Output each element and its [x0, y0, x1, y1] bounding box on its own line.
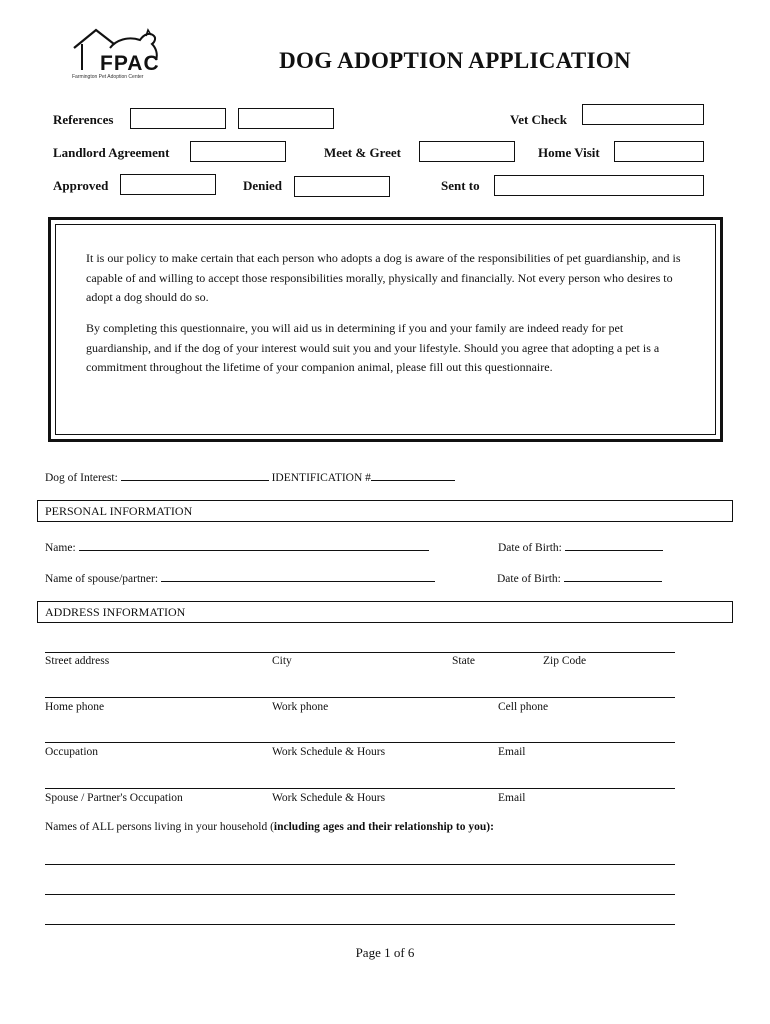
meet-greet-label: Meet & Greet — [324, 145, 401, 160]
work-schedule-label: Work Schedule & Hours — [272, 746, 386, 758]
household-prompt — [45, 821, 494, 833]
dob-row — [498, 540, 663, 554]
address-information-title: ADDRESS INFORMATION — [45, 605, 186, 619]
home-visit-label: Home Visit — [538, 145, 600, 160]
household-line-3[interactable] — [45, 924, 675, 925]
email-label: Email — [498, 746, 526, 758]
spouse-name-label: Name of spouse/partner: — [45, 573, 159, 585]
logo-text: FPAC — [100, 52, 160, 75]
dob-field[interactable] — [565, 540, 663, 551]
work-phone-label: Work phone — [272, 701, 329, 713]
name-label: Name: — [45, 542, 76, 554]
dob-label: Date of Birth: — [498, 542, 562, 554]
approved-box[interactable] — [120, 174, 216, 195]
street-line[interactable] — [45, 652, 675, 653]
household-prompt-text: Names of ALL persons living in your household ( — [45, 821, 274, 833]
denied-box[interactable] — [294, 176, 390, 197]
page-title: DOG ADOPTION APPLICATION — [279, 48, 631, 73]
dog-of-interest-field[interactable] — [121, 470, 269, 481]
spouse-name-field[interactable] — [161, 571, 435, 582]
policy-box — [48, 217, 723, 442]
city-label: City — [272, 655, 292, 667]
policy-paragraph-2: By completing this questionnaire, you will aid us in determining if you and your family are indeed ready for pet guardianship, and if the dog of your interest would suit you and your lifestyle. Should you agree that adopting a pet is a commitment throughout the lifetime of your companion animal, please fill out this questionnaire. — [86, 321, 660, 374]
logo-subtitle: Farmington Pet Adoption Center — [72, 74, 144, 80]
home-phone-label: Home phone — [45, 701, 105, 713]
dog-of-interest-label: Dog of Interest: — [45, 472, 118, 484]
policy-paragraph-1: It is our policy to make certain that each person who adopts a dog is aware of the responsibilities of pet guardianship, and is capable of and willing to accept those responsibilities morally, physically and financially. Not every person who desires to adopt a dog should do so. — [86, 251, 681, 304]
vet-check-label: Vet Check — [510, 112, 567, 127]
dog-interest-row — [45, 470, 455, 484]
zip-label: Zip Code — [543, 655, 587, 667]
household-line-1[interactable] — [45, 864, 675, 865]
name-row — [45, 540, 429, 554]
household-prompt-bold: including ages and their relationship to you): — [273, 821, 494, 833]
spouse-dob-row — [497, 571, 662, 585]
phone-line[interactable] — [45, 697, 675, 698]
vet-check-box[interactable] — [582, 104, 704, 125]
spouse-row — [45, 571, 435, 585]
references-label: References — [53, 112, 114, 127]
personal-information-header — [37, 500, 733, 522]
landlord-agreement-label: Landlord Agreement — [53, 145, 170, 160]
spouse-email-label: Email — [498, 792, 526, 804]
home-visit-box[interactable] — [614, 141, 704, 162]
cell-phone-label: Cell phone — [498, 701, 549, 713]
references-box-1[interactable] — [130, 108, 226, 129]
state-label: State — [452, 655, 475, 667]
spouse-occupation-label: Spouse / Partner's Occupation — [45, 792, 183, 804]
occupation-line[interactable] — [45, 742, 675, 743]
fpac-logo — [70, 26, 182, 84]
identification-label: IDENTIFICATION # — [271, 472, 371, 484]
spouse-work-schedule-label: Work Schedule & Hours — [272, 792, 386, 804]
approved-label: Approved — [53, 178, 109, 193]
page-number: Page 1 of 6 — [355, 945, 415, 960]
address-information-header — [37, 601, 733, 623]
occupation-label: Occupation — [45, 746, 99, 758]
personal-information-title: PERSONAL INFORMATION — [45, 504, 193, 518]
meet-greet-box[interactable] — [419, 141, 515, 162]
sent-to-box[interactable] — [494, 175, 704, 196]
household-line-2[interactable] — [45, 894, 675, 895]
identification-field[interactable] — [371, 470, 455, 481]
spouse-dob-label: Date of Birth: — [497, 573, 561, 585]
denied-label: Denied — [243, 178, 282, 193]
street-label: Street address — [45, 655, 110, 667]
references-box-2[interactable] — [238, 108, 334, 129]
name-field[interactable] — [79, 540, 429, 551]
spouse-occupation-line[interactable] — [45, 788, 675, 789]
landlord-agreement-box[interactable] — [190, 141, 286, 162]
spouse-dob-field[interactable] — [564, 571, 662, 582]
sent-to-label: Sent to — [441, 178, 480, 193]
